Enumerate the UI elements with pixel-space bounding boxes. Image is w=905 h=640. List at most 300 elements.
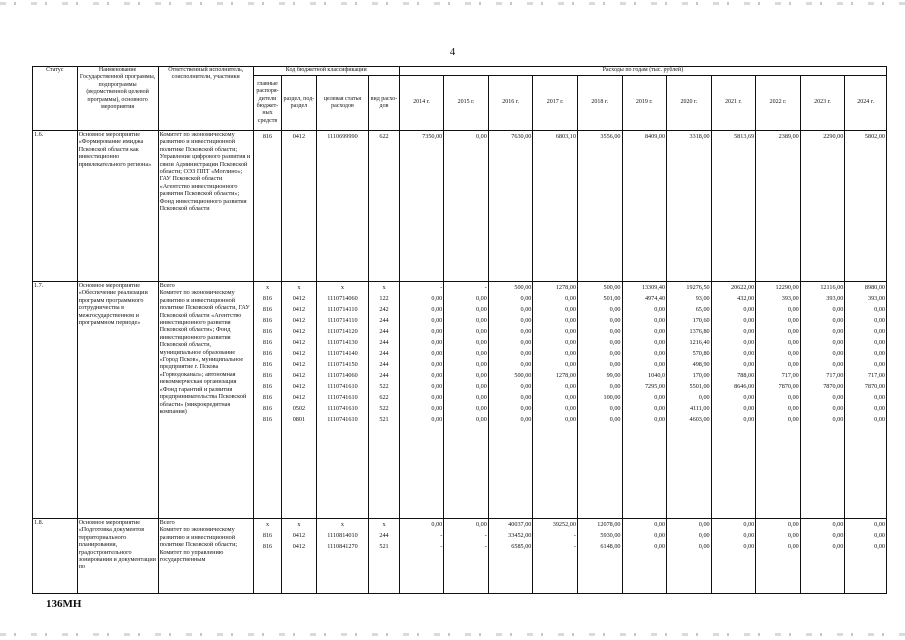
grbs-cell-value: 816 (262, 383, 273, 390)
year-value-cell-value: 0,00 (609, 405, 621, 412)
col-year: 2020 г. (667, 76, 712, 131)
year-value-cell-value: 717,00 (781, 372, 799, 379)
year-value-cell-value: 0,00 (743, 543, 755, 550)
rz-cell-value: 0412 (292, 350, 306, 357)
year-value-cell-value: 2389,00 (778, 133, 799, 140)
vr-cell-value: 522 (379, 405, 389, 412)
year-value-cell (533, 282, 578, 519)
vr-cell-value: 521 (379, 416, 389, 423)
year-value-cell-value: 717,00 (867, 372, 885, 379)
year-value-cell-value: 0,00 (832, 521, 844, 528)
year-value-cell-value: 100,00 (603, 394, 621, 401)
rz-cell-value: 0412 (292, 295, 306, 302)
scan-artifact-bottom (0, 633, 905, 636)
scan-artifact-top (0, 2, 905, 5)
year-value-cell-value: 7870,00 (778, 383, 799, 390)
csr-cell-value: 1110699990 (327, 133, 358, 140)
year-value-cell (845, 519, 887, 594)
grbs-cell-value: х (265, 284, 270, 291)
year-value-cell (577, 519, 622, 594)
year-value-cell-value: 99,00 (606, 372, 621, 379)
year-value-cell-value: 0,00 (475, 383, 487, 390)
col-expenses-group: Расходы по годам (тыс. рублей) (399, 67, 886, 76)
year-value-cell-value: 0,00 (787, 350, 799, 357)
year-value-cell-value: 500,00 (603, 284, 621, 291)
year-value-cell-value: 0,00 (874, 317, 885, 324)
col-year: 2021 г. (711, 76, 756, 131)
year-value-cell-value: 0,00 (565, 306, 576, 313)
col-csr: целевая статья расходов (316, 76, 369, 131)
year-value-cell (800, 282, 845, 519)
year-value-cell (756, 131, 801, 282)
year-value-cell-value: 0,00 (787, 339, 799, 346)
year-value-cell-value: 0,00 (431, 416, 443, 423)
year-value-cell-value: 0,00 (654, 317, 666, 324)
col-rz: раздел, под-раздел (282, 76, 316, 131)
year-value-cell-value: 0,00 (475, 394, 487, 401)
year-value-cell-value: 7870,00 (864, 383, 885, 390)
year-value-cell-value: 0,00 (609, 306, 621, 313)
year-value-cell-value: 19276,50 (686, 284, 710, 291)
year-value-cell-value: 0,00 (565, 350, 576, 357)
year-value-cell-value: 1278,00 (555, 284, 576, 291)
rz-cell (282, 282, 316, 519)
year-value-cell-value: 788,00 (737, 372, 755, 379)
year-value-cell-value: 0,00 (431, 361, 443, 368)
year-value-cell-value: 0,00 (520, 361, 532, 368)
year-value-cell-value: 0,00 (874, 405, 885, 412)
year-value-cell-value: 39252,00 (552, 521, 576, 528)
year-value-cell-value: 170,00 (692, 372, 710, 379)
year-value-cell-value: 0,00 (475, 306, 487, 313)
grbs-cell-value: х (265, 521, 270, 528)
vr-cell-value: х (382, 521, 386, 528)
year-value-cell (488, 131, 533, 282)
vr-cell-value: х (382, 284, 386, 291)
csr-cell-value: 1110814010 (327, 532, 358, 539)
year-value-cell (399, 131, 444, 282)
year-value-cell-value: 0,00 (832, 543, 844, 550)
grbs-cell-value: 816 (262, 405, 273, 412)
year-value-cell-value: 65,00 (695, 306, 710, 313)
vr-cell (369, 131, 399, 282)
rz-cell-value: 0412 (292, 532, 306, 539)
year-value-cell (756, 519, 801, 594)
year-value-cell-value: 0,00 (475, 416, 487, 423)
grbs-cell-value: 816 (262, 306, 273, 313)
rz-cell-value: 0502 (292, 405, 306, 412)
vr-cell-value: 622 (379, 394, 389, 401)
col-year: 2022 г. (756, 76, 801, 131)
rz-cell-value: 0412 (292, 317, 306, 324)
year-value-cell-value: 0,00 (874, 394, 885, 401)
csr-cell (316, 131, 369, 282)
row-status: 1.7. (33, 282, 78, 519)
budget-table (32, 66, 887, 594)
col-year: 2023 г. (800, 76, 845, 131)
csr-cell-value: 1110714060 (327, 295, 358, 302)
year-value-cell (622, 282, 667, 519)
csr-cell-value: 1110741610 (327, 383, 358, 390)
year-value-cell-value: 0,00 (654, 394, 666, 401)
year-value-cell-value: 0,00 (743, 328, 755, 335)
vr-cell-value: 244 (379, 361, 389, 368)
year-value-cell-value: 0,00 (565, 361, 576, 368)
year-value-cell-value: 0,00 (654, 521, 666, 528)
year-value-cell-value: 7350,00 (422, 133, 443, 140)
grbs-cell-value: 816 (262, 361, 273, 368)
year-value-cell-value: 0,00 (654, 405, 666, 412)
rz-cell-value: 0412 (292, 339, 306, 346)
rz-cell-value: 0412 (292, 543, 306, 550)
year-value-cell-value: 0,00 (832, 532, 844, 539)
grbs-cell-value: 816 (262, 328, 273, 335)
year-value-cell-value: 0,00 (787, 328, 799, 335)
year-value-cell-value: 0,00 (874, 532, 885, 539)
year-value-cell-value: 0,00 (609, 328, 621, 335)
year-value-cell-value: 0,00 (832, 317, 844, 324)
row-status: 1.8. (33, 519, 78, 594)
year-value-cell-value: - (484, 532, 487, 539)
year-value-cell (399, 519, 444, 594)
year-value-cell-value: 0,00 (431, 339, 443, 346)
grbs-cell (253, 131, 281, 282)
year-value-cell-value: 0,00 (874, 521, 885, 528)
year-value-cell (622, 131, 667, 282)
year-value-cell-value: 0,00 (832, 328, 844, 335)
year-value-cell-value: 0,00 (520, 328, 532, 335)
year-value-cell-value: 0,00 (743, 350, 755, 357)
row-status: 1.6. (33, 131, 78, 282)
col-year: 2016 г. (488, 76, 533, 131)
year-value-cell-value: 0,00 (431, 521, 443, 528)
year-value-cell (845, 131, 887, 282)
table-row (33, 519, 887, 594)
year-value-cell-value: 33452,00 (508, 532, 532, 539)
csr-cell (316, 519, 369, 594)
grbs-cell-value: 816 (262, 394, 273, 401)
year-value-cell (444, 282, 489, 519)
year-value-cell-value: 1376,80 (689, 328, 710, 335)
year-value-cell-value: 0,00 (787, 416, 799, 423)
year-value-cell-value: 0,00 (609, 361, 621, 368)
col-year: 2024 г. (845, 76, 887, 131)
year-value-cell (756, 282, 801, 519)
year-value-cell-value: 0,00 (743, 306, 755, 313)
csr-cell-value: 1110741610 (327, 416, 358, 423)
year-value-cell-value: 0,00 (609, 416, 621, 423)
vr-cell-value: 521 (379, 543, 389, 550)
year-value-cell-value: 20622,00 (730, 284, 755, 291)
year-value-cell-value: - (484, 284, 487, 291)
year-value-cell-value: 0,00 (475, 521, 487, 528)
year-value-cell-value: 0,00 (874, 339, 885, 346)
rz-cell-value: 0412 (292, 133, 306, 140)
row-name: Основное мероприятие «Подготовка документов территориального планирования, градостроительного зонирования и документации по (77, 519, 158, 594)
grbs-cell-value: 816 (262, 133, 273, 140)
year-value-cell-value: 0,00 (743, 416, 755, 423)
year-value-cell-value: 0,00 (654, 328, 666, 335)
year-value-cell-value: 0,00 (431, 306, 443, 313)
row-executor (158, 131, 253, 282)
executor-text: Комитет по экономическому развитию и инвестиционной политике Псковской области, ГАУ Псковской области «Агентство инвестиционного развития Псковской области»; Фонд инвестиционного развития Псковской области, муниципальное образование «Город Псков», муниципальное предприятие г. Пскова «Горводоканал»; автономная некоммерческая организация «Фонд гарантий и развития предпринимательства Псковской области» (микрокредитная компания) (159, 289, 250, 415)
year-value-cell-value: 8409,00 (644, 133, 666, 140)
year-value-cell-value: 0,00 (743, 405, 755, 412)
year-value-cell (711, 282, 756, 519)
year-value-cell-value: - (573, 532, 576, 539)
table-body (33, 131, 887, 594)
grbs-cell-value: 816 (262, 532, 273, 539)
executor-total-label: Всего (159, 519, 175, 526)
vr-cell-value: 244 (379, 372, 389, 379)
year-value-cell-value: 0,00 (475, 372, 487, 379)
year-value-cell (667, 282, 712, 519)
year-value-cell-value: 0,00 (475, 339, 487, 346)
year-value-cell-value: 501,00 (603, 295, 621, 302)
year-value-cell-value: 0,00 (431, 328, 443, 335)
year-value-cell-value: 498,90 (692, 361, 710, 368)
year-value-cell-value: 0,00 (787, 532, 799, 539)
col-status: Статус (33, 67, 78, 131)
row-executor (158, 282, 253, 519)
year-value-cell-value: 0,00 (475, 350, 487, 357)
year-value-cell-value: 0,00 (787, 521, 799, 528)
col-year: 2019 г. (622, 76, 667, 131)
col-kbk-group: Код бюджетной классификации (253, 67, 399, 76)
year-value-cell-value: 8646,00 (734, 383, 755, 390)
year-value-cell-value: 0,00 (743, 532, 755, 539)
year-value-cell-value: 0,00 (787, 543, 799, 550)
col-name: Наименование Государственной программы, подпрограммы (ведомственной целевой программы), основного мероприятия (77, 67, 158, 131)
year-value-cell-value: 393,00 (867, 295, 885, 302)
year-value-cell-value: 0,00 (654, 306, 666, 313)
csr-cell-value: 1110714110 (327, 317, 358, 324)
year-value-cell-value: 0,00 (565, 328, 576, 335)
vr-cell-value: 244 (379, 339, 389, 346)
year-value-cell-value: 0,00 (431, 383, 443, 390)
year-value-cell-value: 0,00 (874, 416, 885, 423)
year-value-cell-value: 12290,00 (775, 284, 799, 291)
executor-total-label: Всего (159, 282, 175, 289)
vr-cell-value: 622 (379, 133, 389, 140)
year-value-cell-value: 432,00 (737, 295, 755, 302)
vr-cell-value: 244 (379, 532, 389, 539)
grbs-cell-value: 816 (262, 372, 273, 379)
year-value-cell-value: 5802,00 (864, 133, 885, 140)
year-value-cell-value: 0,00 (475, 133, 487, 140)
year-value-cell-value: - (440, 543, 443, 550)
year-value-cell-value: 0,00 (654, 339, 666, 346)
year-value-cell-value: - (440, 532, 443, 539)
year-value-cell-value: 6148,00 (600, 543, 621, 550)
year-value-cell-value: 0,00 (475, 361, 487, 368)
year-value-cell-value: 0,00 (520, 295, 532, 302)
vr-cell-value: 122 (379, 295, 389, 302)
year-value-cell-value: 500,00 (514, 284, 532, 291)
rz-cell-value: х (297, 284, 301, 291)
year-value-cell-value: 0,00 (743, 317, 755, 324)
year-value-cell-value: 6585,00 (511, 543, 532, 550)
rz-cell-value: 0801 (292, 416, 306, 423)
csr-cell-value: 1110841270 (327, 543, 358, 550)
rz-cell-value: 0412 (292, 328, 306, 335)
year-value-cell (667, 131, 712, 282)
year-value-cell-value: 0,00 (743, 521, 755, 528)
year-value-cell-value: 0,00 (520, 339, 532, 346)
table-row (33, 282, 887, 519)
rz-cell-value: 0412 (292, 383, 306, 390)
year-value-cell-value: 0,00 (832, 339, 844, 346)
year-value-cell-value: 0,00 (698, 543, 710, 550)
year-value-cell-value: 0,00 (520, 416, 532, 423)
year-value-cell-value: 0,00 (787, 405, 799, 412)
year-value-cell-value: 0,00 (743, 361, 755, 368)
year-value-cell-value: 12116,00 (820, 284, 844, 291)
year-value-cell (667, 519, 712, 594)
vr-cell-value: 244 (379, 328, 389, 335)
col-grbs: главные распоря-дители бюджет-ных средств (253, 76, 281, 131)
year-value-cell-value: - (440, 284, 443, 291)
year-value-cell-value: 12078,00 (597, 521, 621, 528)
csr-cell-value: 1110714150 (327, 361, 358, 368)
rz-cell-value: 0412 (292, 306, 306, 313)
year-value-cell-value: 5813,69 (734, 133, 755, 140)
year-value-cell (444, 519, 489, 594)
year-value-cell-value: 393,00 (781, 295, 799, 302)
year-value-cell-value: 170,60 (692, 317, 710, 324)
year-value-cell-value: 500,00 (514, 372, 532, 379)
year-value-cell (711, 519, 756, 594)
csr-cell (316, 282, 369, 519)
year-value-cell-value: 0,00 (475, 295, 487, 302)
year-value-cell (622, 519, 667, 594)
year-value-cell-value: 0,00 (698, 394, 710, 401)
year-value-cell (800, 519, 845, 594)
year-value-cell-value: 0,00 (743, 339, 755, 346)
year-value-cell-value: 0,00 (565, 339, 576, 346)
year-value-cell-value: 0,00 (874, 306, 885, 313)
year-value-cell-value: 0,00 (431, 350, 443, 357)
year-value-cell-value: 5501,00 (689, 383, 710, 390)
col-year: 2015 г. (444, 76, 489, 131)
grbs-cell-value: 816 (262, 350, 273, 357)
year-value-cell (488, 282, 533, 519)
col-year: 2014 г. (399, 76, 444, 131)
year-value-cell-value: - (573, 543, 576, 550)
year-value-cell-value: 0,00 (874, 543, 885, 550)
year-value-cell-value: 0,00 (654, 350, 666, 357)
row-executor (158, 519, 253, 594)
row-name: Основное мероприятие «Формирование имиджа Псковской области как инвестиционно привлекательного региона» (77, 131, 158, 282)
year-value-cell-value: 0,00 (654, 543, 666, 550)
year-value-cell-value: 1040,0 (648, 372, 666, 379)
year-value-cell-value: 0,00 (743, 394, 755, 401)
year-value-cell-value: 0,00 (565, 295, 576, 302)
rz-cell (282, 131, 316, 282)
year-value-cell (577, 131, 622, 282)
vr-cell (369, 519, 399, 594)
csr-cell-value: 1110714140 (327, 350, 358, 357)
year-value-cell-value: 0,00 (431, 295, 443, 302)
col-vr: вид расхо-дов (369, 76, 399, 131)
grbs-cell (253, 282, 281, 519)
year-value-cell-value: 0,00 (832, 350, 844, 357)
year-value-cell-value: 0,00 (565, 394, 576, 401)
year-value-cell-value: 0,00 (520, 383, 532, 390)
year-value-cell-value: 40037,00 (508, 521, 532, 528)
grbs-cell-value: 816 (262, 543, 273, 550)
header-row-1 (33, 67, 887, 76)
year-value-cell-value: 0,00 (874, 361, 885, 368)
rz-cell-value: 0412 (292, 372, 306, 379)
year-value-cell-value: 1278,00 (555, 372, 576, 379)
year-value-cell (533, 131, 578, 282)
year-value-cell-value: 717,00 (826, 372, 844, 379)
year-value-cell-value: 13309,40 (641, 284, 666, 291)
csr-cell-value: 1110741610 (327, 405, 358, 412)
col-year: 2018 г. (577, 76, 622, 131)
vr-cell-value: 522 (379, 383, 389, 390)
year-value-cell (444, 131, 489, 282)
vr-cell-value: 242 (379, 306, 389, 313)
vr-cell-value: 244 (379, 317, 389, 324)
col-year: 2017 г. (533, 76, 578, 131)
grbs-cell-value: 816 (262, 295, 273, 302)
executor-text: Комитет по экономическому развитию и инвестиционной политике Псковской области; Управление цифрового развития и связи Администрации Псковской области; ОЭЗ ППТ «Моглино»; ГАУ Псковской области «Агентство инвестиционного развития Псковской области»; Фонд инвестиционного развития Псковской области (159, 131, 251, 213)
rz-cell-value: 0412 (292, 361, 306, 368)
year-value-cell (399, 282, 444, 519)
year-value-cell-value: 0,00 (520, 306, 532, 313)
csr-cell-value: 1110714120 (327, 328, 358, 335)
year-value-cell-value: 0,00 (609, 383, 621, 390)
year-value-cell-value: 6803,10 (555, 133, 576, 140)
csr-cell-value: х (340, 521, 344, 528)
col-executor: Ответственный исполнитель, соисполнители, участники (158, 67, 253, 131)
grbs-cell-value: 816 (262, 339, 273, 346)
year-value-cell-value: 0,00 (832, 394, 844, 401)
year-value-cell (577, 282, 622, 519)
year-value-cell-value: 393,00 (826, 295, 844, 302)
year-value-cell (533, 519, 578, 594)
year-value-cell-value: 0,00 (609, 317, 621, 324)
year-value-cell-value: 0,00 (609, 350, 621, 357)
year-value-cell-value: 0,00 (698, 521, 710, 528)
year-value-cell-value: 0,00 (565, 416, 576, 423)
year-value-cell-value: 4111,00 (689, 405, 710, 412)
year-value-cell-value: 4603,00 (689, 416, 710, 423)
year-value-cell-value: 2290,00 (823, 133, 844, 140)
rz-cell-value: х (297, 521, 301, 528)
year-value-cell-value: 0,00 (787, 317, 799, 324)
year-value-cell-value: 0,00 (787, 394, 799, 401)
rz-cell (282, 519, 316, 594)
csr-cell-value: 1110741610 (327, 394, 358, 401)
year-value-cell-value: 1216,40 (689, 339, 710, 346)
year-value-cell-value: 0,00 (832, 306, 844, 313)
csr-cell-value: 1110714060 (327, 372, 358, 379)
year-value-cell (800, 131, 845, 282)
year-value-cell-value: 0,00 (698, 532, 710, 539)
year-value-cell-value: 0,00 (475, 317, 487, 324)
year-value-cell-value: 0,00 (787, 306, 799, 313)
csr-cell-value: 1110714130 (327, 339, 358, 346)
year-value-cell-value: 7870,00 (823, 383, 844, 390)
row-name: Основное мероприятие «Обеспечение реализации программ программного сотрудничества в межгосударственном и программном периоде» (77, 282, 158, 519)
year-value-cell-value: 0,00 (475, 328, 487, 335)
year-value-cell-value: 0,00 (654, 416, 666, 423)
year-value-cell-value: 0,00 (874, 328, 885, 335)
year-value-cell-value: 0,00 (565, 405, 576, 412)
